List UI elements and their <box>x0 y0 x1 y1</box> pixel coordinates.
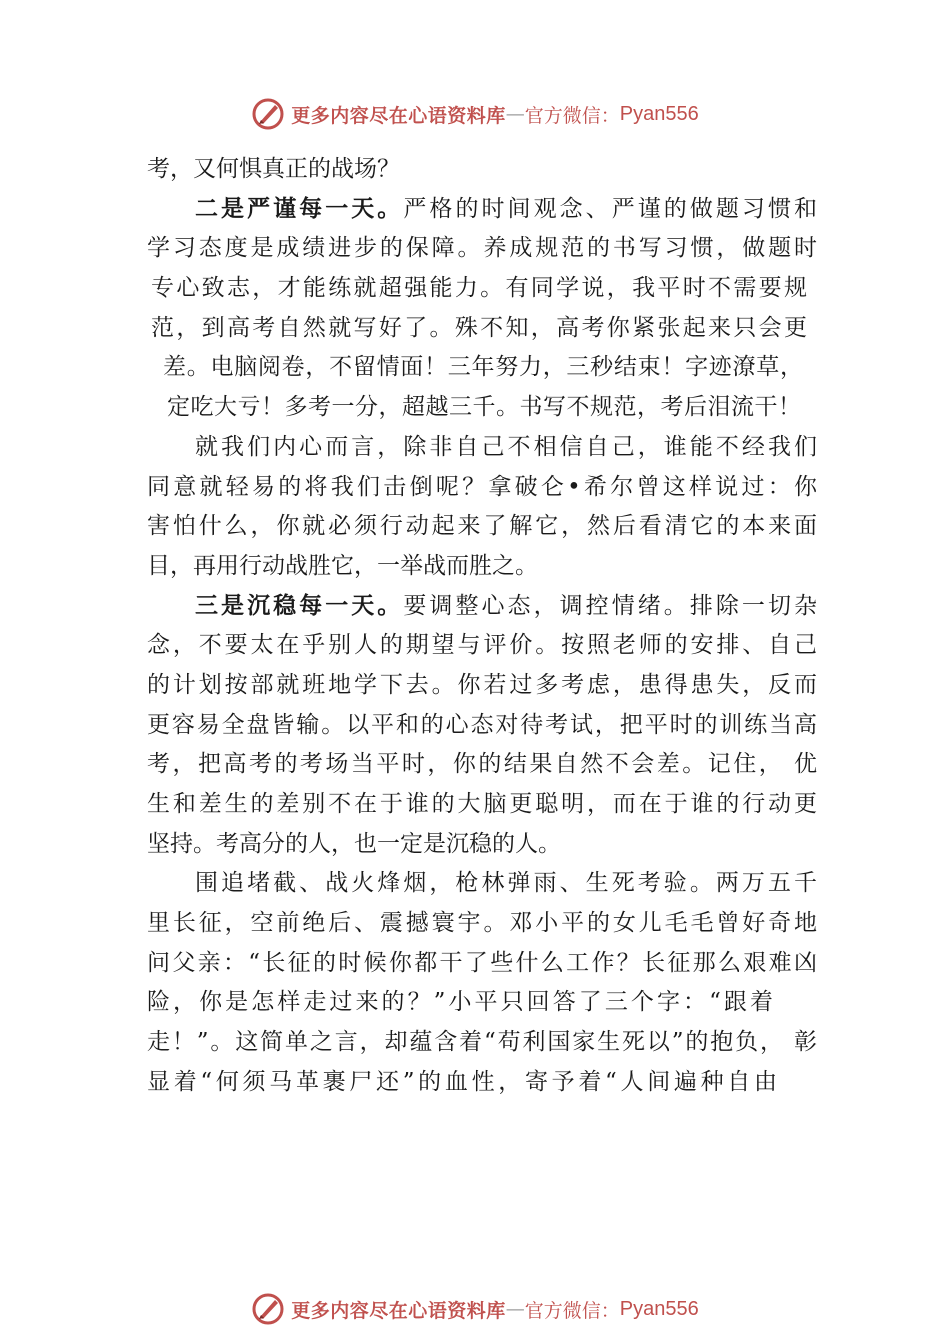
text-line: 就我们内心而言，除非自己不相信自己，谁能不经我们 <box>195 433 817 460</box>
footer-wechat-id: Pyan556 <box>619 1297 699 1320</box>
document-body <box>147 150 817 1103</box>
paragraph-line <box>147 190 817 230</box>
text-span: 要调整心态，调控情绪。排除一切杂 <box>403 592 818 619</box>
text-line: 更容易全盘皆输。以平和的心态对待考试，把平时的训练当高 <box>147 711 817 738</box>
header-site-text: 更多内容尽在心语资料库 <box>291 104 506 127</box>
text-line: 显着“何须马革裹尸还”的血性，寄予着“人间遍种自由 <box>147 1068 777 1095</box>
text-line: 考，把高考的考场当平时，你的结果自然不会差。记住， 优 <box>147 751 817 778</box>
footer-site-text: 更多内容尽在心语资料库 <box>291 1299 506 1322</box>
section-heading-rigor: 二是严谨每一天。 <box>195 195 404 222</box>
section-heading-calm: 三是沉稳每一天。 <box>195 592 404 619</box>
text-line: 目，再用行动战胜它，一举战而胜之。 <box>147 552 538 579</box>
text-line: 学习态度是成绩进步的保障。养成规范的书写习惯，做题时 <box>147 235 817 262</box>
text-line: 差。电脑阅卷，不留情面！三年努力，三秒结束！字迹潦草， <box>163 354 803 381</box>
header-separator: — <box>505 103 525 125</box>
header-wechat-label: 官方微信： <box>524 104 620 127</box>
header-wechat-id: Pyan556 <box>619 102 699 125</box>
text-line: 考，又何惧真正的战场？ <box>147 156 400 182</box>
pen-circle-logo-icon <box>251 97 285 131</box>
text-line: 问父亲：“长征的时候你都干了些什么工作？长征那么艰难凶 <box>147 949 817 976</box>
text-line: 害怕什么，你就必须行动起来了解它，然后看清它的本来面 <box>147 513 817 540</box>
paragraph-line <box>147 587 817 627</box>
header-banner <box>0 94 950 134</box>
text-line: 走！”。这简单之言，却蕴含着“苟利国家生死以”的抱负， 彰 <box>147 1029 817 1056</box>
text-line: 定吃大亏！多考一分，超越三千。书写不规范，考后泪流干！ <box>167 394 801 421</box>
text-line: 险，你是怎样走过来的？”小平只回答了三个字：“跟着 <box>147 989 773 1016</box>
text-line: 专心致志，才能练就超强能力。有同学说，我平时不需要规 <box>151 275 807 302</box>
text-line: 里长征，空前绝后、震撼寰宇。邓小平的女儿毛毛曾好奇地 <box>147 910 817 937</box>
footer-banner <box>0 1289 950 1329</box>
footer-separator: — <box>505 1298 525 1320</box>
text-line: 同意就轻易的将我们击倒呢？拿破仑•希尔曾这样说过：你 <box>147 473 817 500</box>
text-line: 坚持。考高分的人，也一定是沉稳的人。 <box>147 830 561 857</box>
text-span: 严格的时间观念、严谨的做题习惯和 <box>403 195 818 222</box>
footer-wechat-label: 官方微信： <box>524 1299 620 1322</box>
text-line: 围追堵截、战火烽烟，枪林弹雨、生死考验。两万五千 <box>195 870 817 897</box>
pen-circle-logo-icon <box>251 1292 285 1326</box>
text-line: 念，不要太在乎别人的期望与评价。按照老师的安排、自己 <box>147 632 817 659</box>
text-line: 生和差生的差别不在于谁的大脑更聪明，而在于谁的行动更 <box>147 791 817 817</box>
text-line: 的计划按部就班地学下去。你若过多考虑，患得患失，反而 <box>147 671 817 698</box>
text-line: 范，到高考自然就写好了。殊不知，高考你紧张起来只会更 <box>151 314 807 341</box>
